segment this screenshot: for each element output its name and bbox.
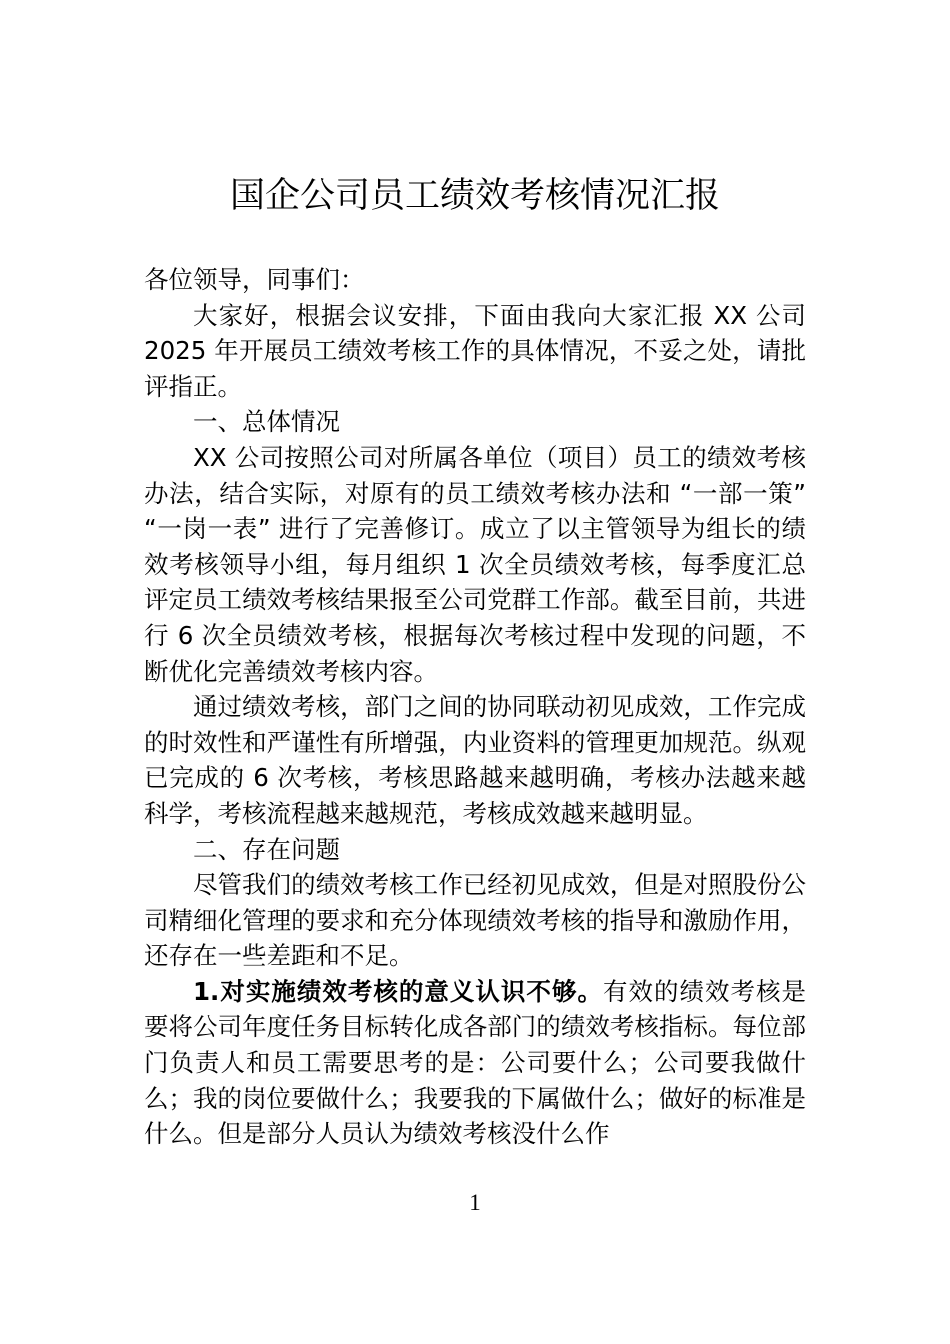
overview-paragraph: XX 公司按照公司对所属各单位（项目）员工的绩效考核办法，结合实际，对原有的员工绩效考核办法和 “一部一策” “一岗一表” 进行了完善修订。成立了以主管领导为组长的绩效考核领导小组，每月组织 1 次全员绩效考核，每季度汇总评定员工绩效考核结果报至公司党群工作部。截至目前，共进行 6 次全员绩效考核，根据每次考核过程中发现的问题，不断优化完善绩效考核内容。	[144, 442, 806, 686]
document-body	[144, 262, 806, 1152]
section-heading-problems: 二、存在问题	[193, 834, 340, 864]
document-title: 国企公司员工绩效考核情况汇报	[229, 176, 720, 216]
page-number: 1	[469, 1190, 481, 1215]
opening-paragraph: 大家好，根据会议安排，下面由我向大家汇报 XX 公司 2025 年开展员工绩效考核工作的具体情况，不妥之处，请批评指正。	[144, 300, 806, 401]
results-paragraph: 通过绩效考核，部门之间的协同联动初见成效，工作完成的时效性和严谨性有所增强，内业资料的管理更加规范。纵观已完成的 6 次考核，考核思路越来越明确，考核办法越来越科学，考核流程越来越规范，考核成效越来越明显。	[144, 692, 806, 828]
section-heading-overview: 一、总体情况	[193, 407, 340, 437]
salutation: 各位领导，同事们：	[144, 265, 365, 294]
problem-point-1-heading: 1.对实施绩效考核的意义认识不够。	[193, 976, 603, 1006]
problem-point-1-text: 有效的绩效考核是要将公司年度任务目标转化成各部门的绩效考核指标。每位部门负责人和员工需要思考的是：公司要什么；公司要我做什么；我的岗位要做什么；我要我的下属做什么；做好的标准是什么。但是部分人员认为绩效考核没什么作	[144, 976, 806, 1149]
problem-point-1	[144, 974, 806, 1152]
problems-intro-paragraph: 尽管我们的绩效考核工作已经初见成效，但是对照股份公司精细化管理的要求和充分体现绩效考核的指导和激励作用，还存在一些差距和不足。	[144, 870, 806, 971]
